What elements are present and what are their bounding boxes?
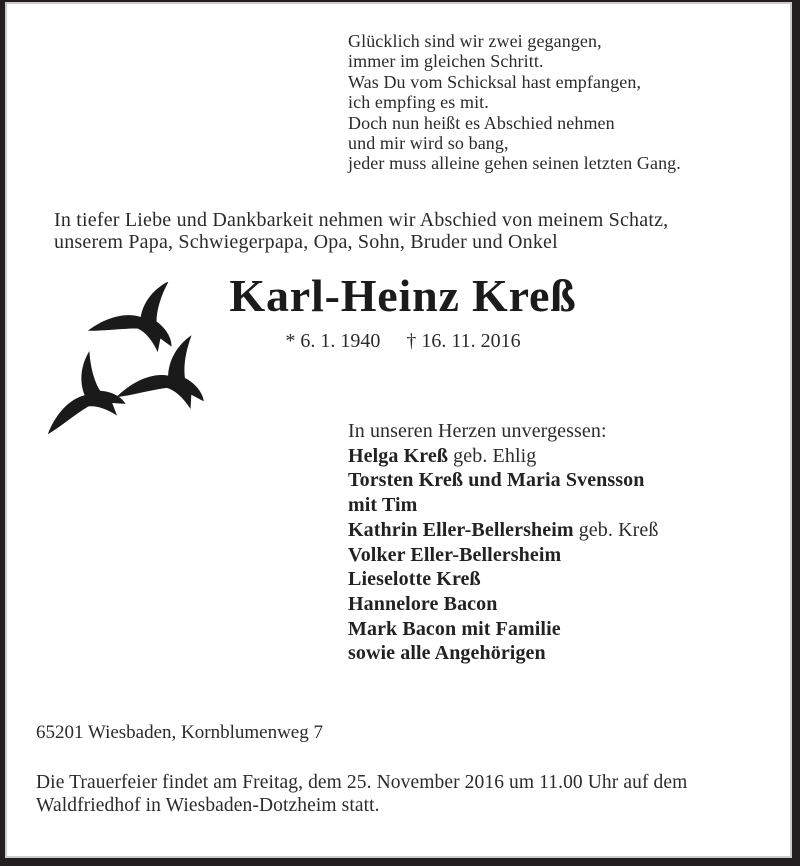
deceased-name: Karl-Heinz Kreß <box>229 270 577 321</box>
intro-text <box>54 209 668 254</box>
funeral-line: Die Trauerfeier findet am Freitag, dem 25. November 2016 um 11.00 Uhr auf dem <box>36 772 688 793</box>
poem-line: und mir wird so bang, <box>348 133 509 154</box>
mourner-row <box>348 493 658 518</box>
memorial-list <box>348 419 658 666</box>
mourner-name: Helga Kreß <box>348 444 449 467</box>
mourner-row <box>348 518 658 543</box>
mourner-row <box>348 543 658 568</box>
mourner-row <box>348 567 658 592</box>
poem-line: Glücklich sind wir zwei gegangen, <box>348 31 602 51</box>
death-date: † 16. 11. 2016 <box>406 330 521 352</box>
poem-line: ich empfing es mit. <box>348 92 489 113</box>
poem <box>348 31 681 174</box>
funeral-line: Waldfriedhof in Wiesbaden-Dotzheim statt. <box>36 795 380 817</box>
mourner-row <box>348 468 658 493</box>
memorial-heading: In unseren Herzen unvergessen: <box>348 420 607 442</box>
mourner-suffix: geb. Kreß <box>573 518 659 541</box>
life-dates <box>16 330 790 352</box>
mourner-row <box>348 617 658 642</box>
mourner-name: Hannelore Bacon <box>348 592 498 615</box>
mourner-row <box>348 641 658 666</box>
poem-line: Was Du vom Schicksal hast empfangen, <box>348 71 642 92</box>
mourner-name: Lieselotte Kreß <box>348 568 481 591</box>
mourner-suffix: geb. Ehlig <box>448 444 537 467</box>
mourner-row <box>348 444 658 469</box>
address-line: 65201 Wiesbaden, Kornblumenweg 7 <box>36 722 323 743</box>
mourner-name: Volker Eller-Bellersheim <box>348 543 562 566</box>
mourner-name: sowie alle Angehörigen <box>348 642 546 665</box>
funeral-info <box>36 771 687 817</box>
intro-line: In tiefer Liebe und Dankbarkeit nehmen wir Abschied von meinem Schatz, <box>54 209 669 231</box>
mourner-name: Mark Bacon mit Familie <box>348 617 561 640</box>
intro-line: unserem Papa, Schwiegerpapa, Opa, Sohn, Bruder und Onkel <box>54 231 558 254</box>
mourner-name: Kathrin Eller-Bellersheim <box>348 518 574 541</box>
obituary-notice <box>7 4 790 856</box>
poem-line: immer im gleichen Schritt. <box>348 51 544 72</box>
mourner-row <box>348 592 658 617</box>
mourner-name: Torsten Kreß und Maria Svensson <box>348 469 645 492</box>
poem-line: Doch nun heißt es Abschied nehmen <box>348 112 615 133</box>
birth-date: * 6. 1. 1940 <box>285 330 381 352</box>
poem-line: jeder muss alleine gehen seinen letzten Gang. <box>348 153 681 174</box>
mourner-name: mit Tim <box>348 494 418 517</box>
